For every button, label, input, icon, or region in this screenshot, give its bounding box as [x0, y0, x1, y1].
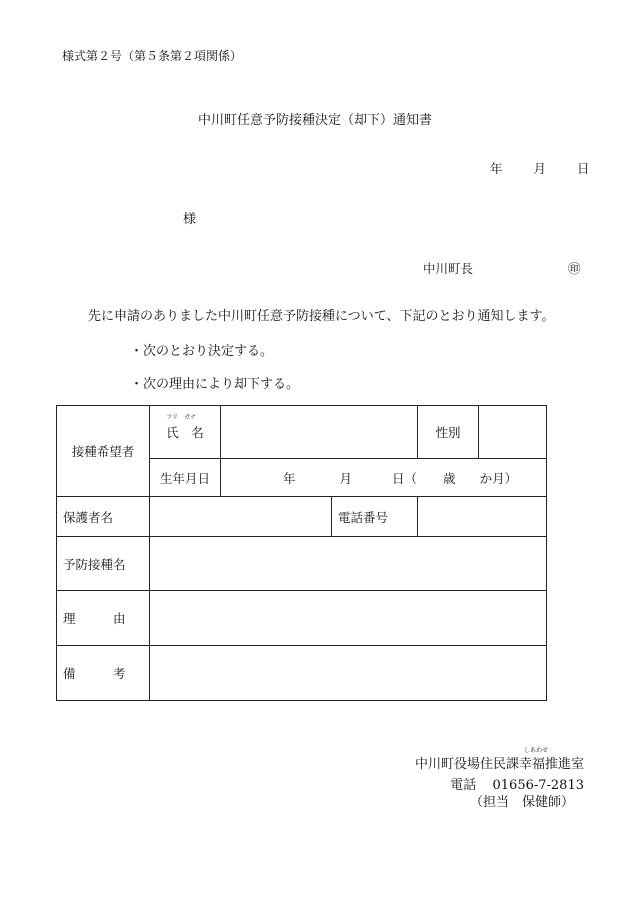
- date-day: 日: [577, 161, 590, 176]
- birthdate-day: 日（: [392, 470, 418, 486]
- intro-text: 先に申請のありました中川町任意予防接種について、下記のとおり通知します。: [88, 309, 555, 324]
- reason-label: 理 由: [57, 591, 150, 646]
- name-label: 氏 名: [166, 425, 204, 440]
- remarks-label: 備 考: [57, 646, 150, 701]
- guardian-label: 保護者名: [57, 497, 150, 537]
- vaccine-field[interactable]: [150, 537, 547, 591]
- footer-phone-label: 電話: [450, 778, 477, 793]
- guardian-field[interactable]: [150, 497, 332, 537]
- birthdate-months: か月）: [479, 470, 518, 486]
- footer-ruby-wrap: [518, 747, 548, 772]
- applicant-label: 接種希望者: [57, 406, 150, 497]
- name-furigana: フリ ガナ: [166, 414, 196, 421]
- sex-label: 性別: [418, 406, 479, 459]
- issuer-name: 中川町長: [423, 261, 474, 276]
- phone-field[interactable]: [418, 497, 547, 537]
- footer-office-prefix: 中川町役場住民課: [414, 757, 519, 772]
- birthdate-field[interactable]: [221, 459, 547, 497]
- footer-office-suffix: 福推進室: [531, 757, 584, 772]
- notification-form-table: [56, 405, 547, 701]
- footer-phone-number: 01656-7-2813: [492, 778, 584, 793]
- birthdate-year: 年: [283, 470, 296, 486]
- birthdate-age: 歳: [443, 470, 456, 486]
- remarks-field[interactable]: [150, 646, 547, 701]
- phone-label: 電話番号: [332, 497, 418, 537]
- birthdate-month: 月: [339, 470, 353, 486]
- footer-office-ruby-target: 幸: [518, 757, 532, 772]
- date-year: 年: [490, 161, 503, 176]
- document-title: 中川町任意予防接種決定（却下）通知書: [197, 113, 432, 128]
- reason-field[interactable]: [150, 591, 547, 646]
- name-field[interactable]: [221, 406, 418, 459]
- option-reject: ・次の理由により却下する。: [130, 377, 300, 392]
- footer-office: [414, 747, 584, 772]
- footer-office-ruby: しあわせ: [523, 747, 548, 754]
- date-line: [490, 159, 590, 177]
- option-approve: ・次のとおり決定する。: [130, 344, 274, 359]
- vaccine-label: 予防接種名: [57, 537, 150, 591]
- date-month: 月: [533, 161, 547, 176]
- footer-contact: （担当 保健師）: [469, 795, 574, 810]
- form-number: 様式第２号（第５条第２項関係）: [62, 49, 243, 63]
- name-label-cell: [150, 406, 221, 459]
- name-label-wrap: [166, 414, 204, 441]
- addressee-honorific: 様: [183, 212, 197, 227]
- birthdate-label: 生年月日: [150, 459, 221, 497]
- sex-field[interactable]: [479, 406, 547, 459]
- seal-mark: ㊞: [568, 261, 581, 276]
